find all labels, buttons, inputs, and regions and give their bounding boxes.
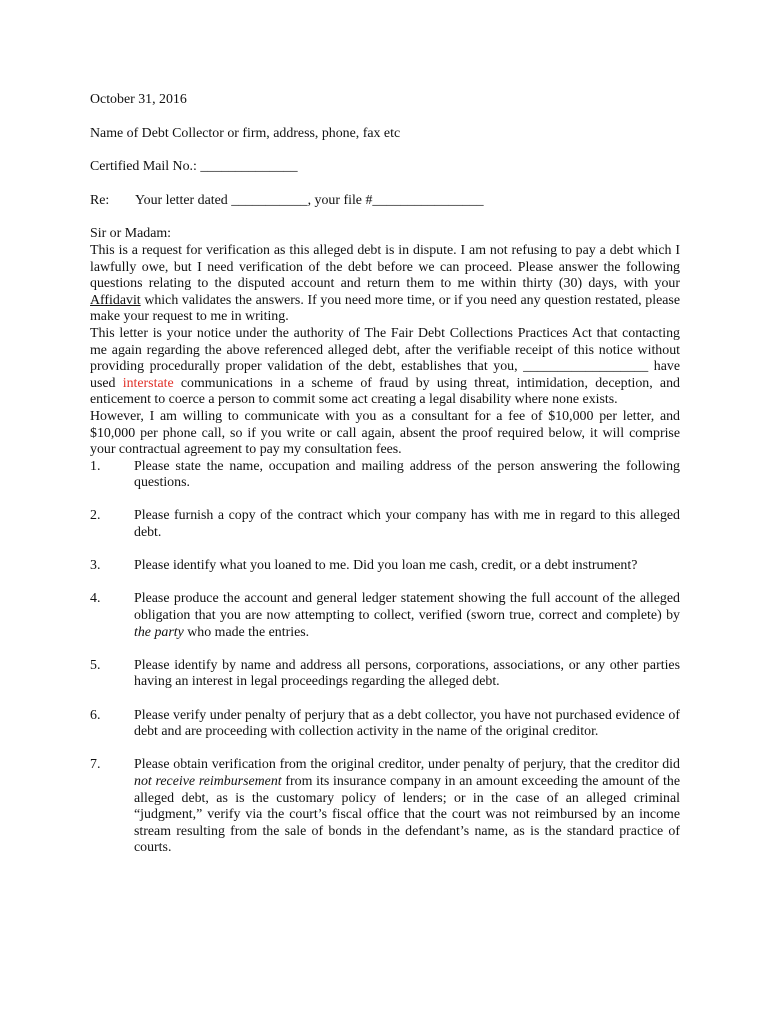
re-text: Your letter dated ___________, your file #________________ — [135, 192, 484, 208]
p2-text-b: communications in a scheme of fraud by using threat, intimidation, deception, and enticement to coerce a person to commit some act creating a legal disability where none exists. — [90, 375, 680, 408]
question-text — [134, 591, 680, 641]
re-label: Re: — [90, 192, 110, 208]
list-item — [90, 508, 680, 541]
question-number: 3. — [90, 558, 101, 574]
list-item — [90, 658, 680, 691]
certified-mail-line: Certified Mail No.: ______________ — [90, 159, 298, 175]
re-line — [90, 193, 680, 210]
question-text — [134, 757, 680, 857]
recipient-line: Name of Debt Collector or firm, address, phone, fax etc — [90, 125, 401, 141]
list-item — [90, 708, 680, 741]
q4-italic: the party — [134, 624, 184, 640]
salutation: Sir or Madam: — [90, 226, 172, 242]
questions-list — [90, 459, 680, 857]
question-text: Please furnish a copy of the contract which your company has with me in regard to this alleged debt. — [134, 508, 680, 541]
question-number: 1. — [90, 458, 101, 474]
affidavit-term: Affidavit — [90, 292, 141, 308]
paragraph-verification-request — [90, 243, 680, 326]
question-number: 2. — [90, 508, 101, 524]
question-text: Please state the name, occupation and mailing address of the person answering the following questions. — [134, 458, 680, 491]
question-number: 6. — [90, 707, 101, 723]
p2-text-a: This letter is your notice under the authority of The Fair Debt Collections Practices Act that contacting me again regarding the above referenced alleged debt, after the verifiable receipt of this notice without providing procedurally proper validation of the debt, establishes that you, __________________ have used — [90, 325, 680, 391]
question-number: 5. — [90, 657, 101, 673]
interstate-term: interstate — [122, 375, 174, 391]
list-item — [90, 459, 680, 492]
q7-italic: not receive reimbursement — [134, 773, 282, 789]
question-number: 4. — [90, 591, 101, 607]
paragraph-fdcpa-notice — [90, 326, 680, 409]
q4-text-b: who made the entries. — [183, 624, 310, 640]
question-number: 7. — [90, 757, 101, 773]
question-text: Please identify by name and address all persons, corporations, associations, or any other parties having an interest in legal proceedings regarding the alleged debt. — [134, 657, 680, 690]
list-item — [90, 757, 680, 857]
question-text: Please identify what you loaned to me. Did you loan me cash, credit, or a debt instrument? — [134, 558, 638, 574]
letter-date: October 31, 2016 — [90, 92, 187, 107]
q7-text-a: Please obtain verification from the original creditor, under penalty of perjury, that the creditor did — [134, 757, 680, 773]
list-item — [90, 591, 680, 641]
paragraph-consultation-fee: However, I am willing to communicate with you as a consultant for a fee of $10,000 per letter, and $10,000 per phone call, so if you write or call again, absent the proof required below, it will comprise your contractual agreement to pay my consultation fees. — [90, 408, 680, 458]
p1-text-b: which validates the answers. If you need more time, or if you need any question restated, please make your request to me in writing. — [90, 292, 680, 325]
q7-text-b: from its insurance company in an amount exceeding the amount of the alleged debt, as is the customary policy of lenders; or in the case of an alleged criminal “judgment,” verify via the court’s fiscal office that the court was not reimbursed by an income stream resulting from the sale of bonds in the defendant’s name, as is the standard practice of courts. — [134, 773, 680, 856]
question-text: Please verify under penalty of perjury that as a debt collector, you have not purchased evidence of debt and are proceeding with collection activity in the name of the original creditor. — [134, 707, 680, 740]
q4-text-a: Please produce the account and general ledger statement showing the full account of the alleged obligation that you are now attempting to collect, verified (sworn true, correct and complete) by — [134, 591, 680, 624]
list-item — [90, 558, 680, 575]
p1-text-a: This is a request for verification as this alleged debt is in dispute. I am not refusing to pay a debt which I lawfully owe, but I need verification of the debt before we can proceed. Please answer the following questions relating to the disputed account and return them to me within thirty (30) days, with your — [90, 242, 680, 292]
